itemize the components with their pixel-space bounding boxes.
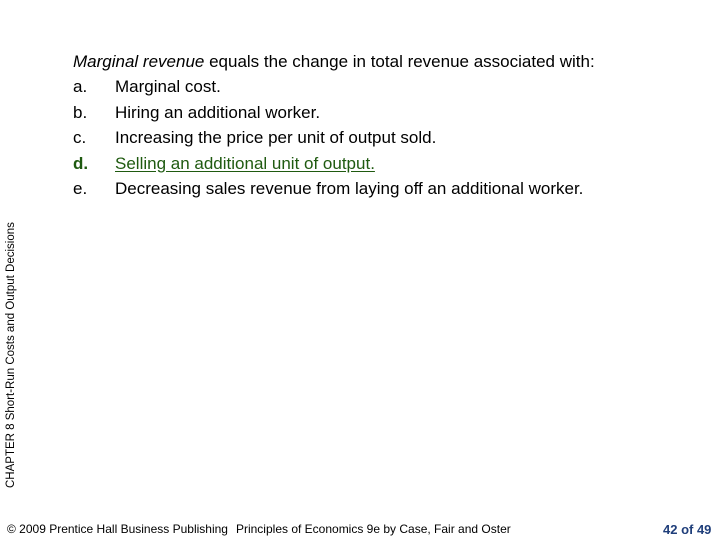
copyright-text: © 2009 Prentice Hall Business Publishing	[7, 522, 228, 536]
answer-text: Marginal cost.	[115, 77, 221, 96]
answer-text: Decreasing sales revenue from laying off an additional worker.	[115, 179, 584, 199]
answer-letter: a.	[73, 77, 88, 96]
chapter-side-label: CHAPTER 8 Short-Run Costs and Output Decisions	[5, 222, 17, 488]
slide-number: 42 of 49	[663, 522, 712, 537]
answer-letter: e.	[73, 179, 88, 199]
question-term: Marginal revenue	[73, 52, 205, 71]
answer-option-e	[73, 179, 583, 205]
answer-text: Hiring an additional worker.	[115, 102, 321, 122]
answer-option-c	[73, 128, 583, 154]
question-text: equals the change in total revenue associated with:	[204, 52, 595, 71]
answer-option-a	[73, 77, 583, 103]
answer-text: Selling an additional unit of output.	[115, 153, 375, 173]
answer-letter: c.	[73, 128, 87, 148]
footer	[7, 522, 511, 536]
book-title: Principles of Economics 9e by Case, Fair and Oster	[235, 522, 511, 536]
answer-letter: d.	[73, 153, 89, 173]
answer-letter: b.	[73, 102, 88, 122]
answer-option-d-correct	[73, 154, 583, 180]
answer-list	[73, 77, 583, 205]
answer-option-b	[73, 103, 583, 129]
answer-text: Increasing the price per unit of output sold.	[115, 128, 437, 148]
question-stem	[73, 52, 595, 72]
